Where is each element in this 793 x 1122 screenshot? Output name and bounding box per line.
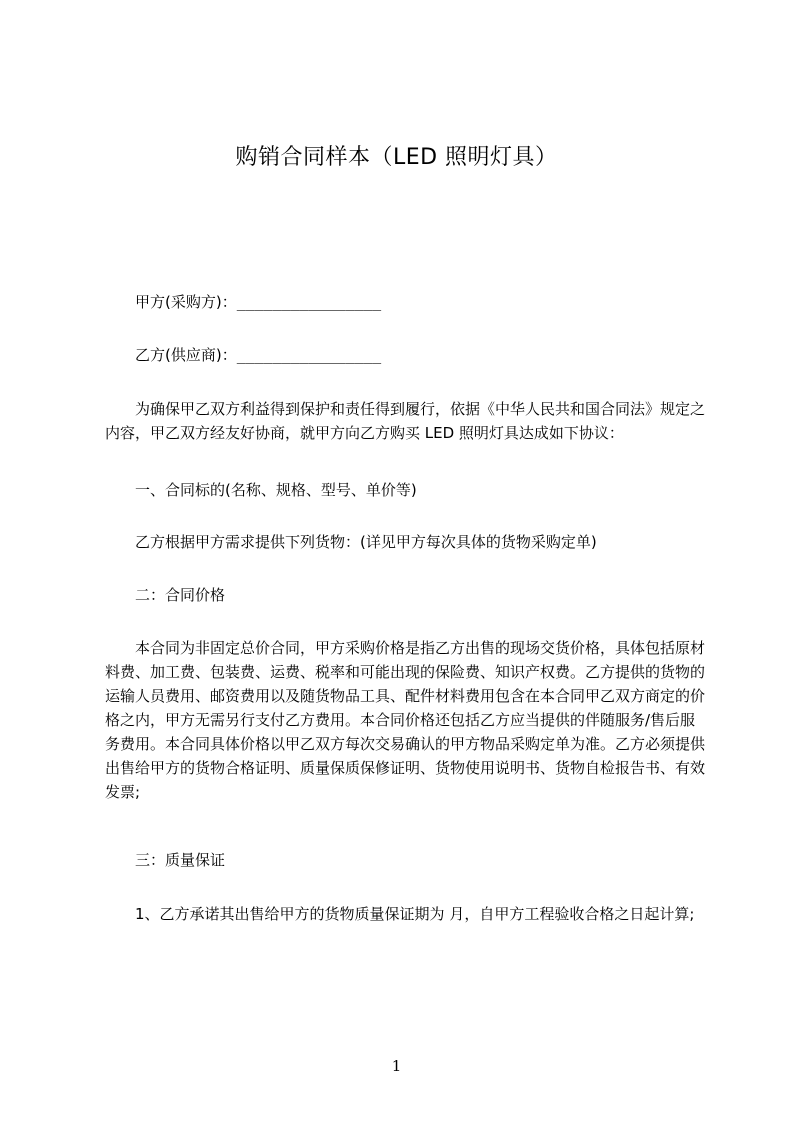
party-a-row [135,290,381,314]
party-a-blank: ________________ [236,293,382,311]
party-b-label: 乙方(供应商)： [135,346,237,364]
document-title: 购销合同样本（LED 照明灯具） [235,145,558,170]
section1-heading: 一、合同标的(名称、规格、型号、单价等) [135,481,417,499]
party-a-label: 甲方(采购方)： [135,293,237,311]
section2-heading: 二：合同价格 [135,586,226,604]
party-b-row [135,343,381,367]
section2-body: 本合同为非固定总价合同，甲方采购价格是指乙方出售的现场交货价格，具体包括原材料费、加工费、包装费、运费、税率和可能出现的保险费、知识产权费。乙方提供的货物的运输人员费用、邮资费用以及随货物品工具、配件材料费用包含在本合同甲乙双方商定的价格之内，甲方无需另行支付乙方费用。本合同价格还包括乙方应当提供的伴随服务/售后服务费用。本合同具体价格以甲乙双方每次交易确认的甲方物品采购定单为准。乙方必须提供出售给甲方的货物合格证明、质量保质保修证明、货物使用说明书、货物自检报告书、有效发票; [105,639,706,801]
intro-paragraph: 为确保甲乙双方利益得到保护和责任得到履行，依据《中华人民共和国合同法》规定之内容，甲乙双方经友好协商，就甲方向乙方购买 LED 照明灯具达成如下协议： [105,400,706,442]
section3-heading: 三：质量保证 [135,851,226,869]
section3-item1: 1、乙方承诺其出售给甲方的货物质量保证期为 月，自甲方工程验收合格之日起计算; [135,905,695,923]
party-b-blank: ________________ [236,346,382,364]
section1-body: 乙方根据甲方需求提供下列货物：(详见甲方每次具体的货物采购定单) [135,533,597,551]
page-number: 1 [391,1057,402,1075]
